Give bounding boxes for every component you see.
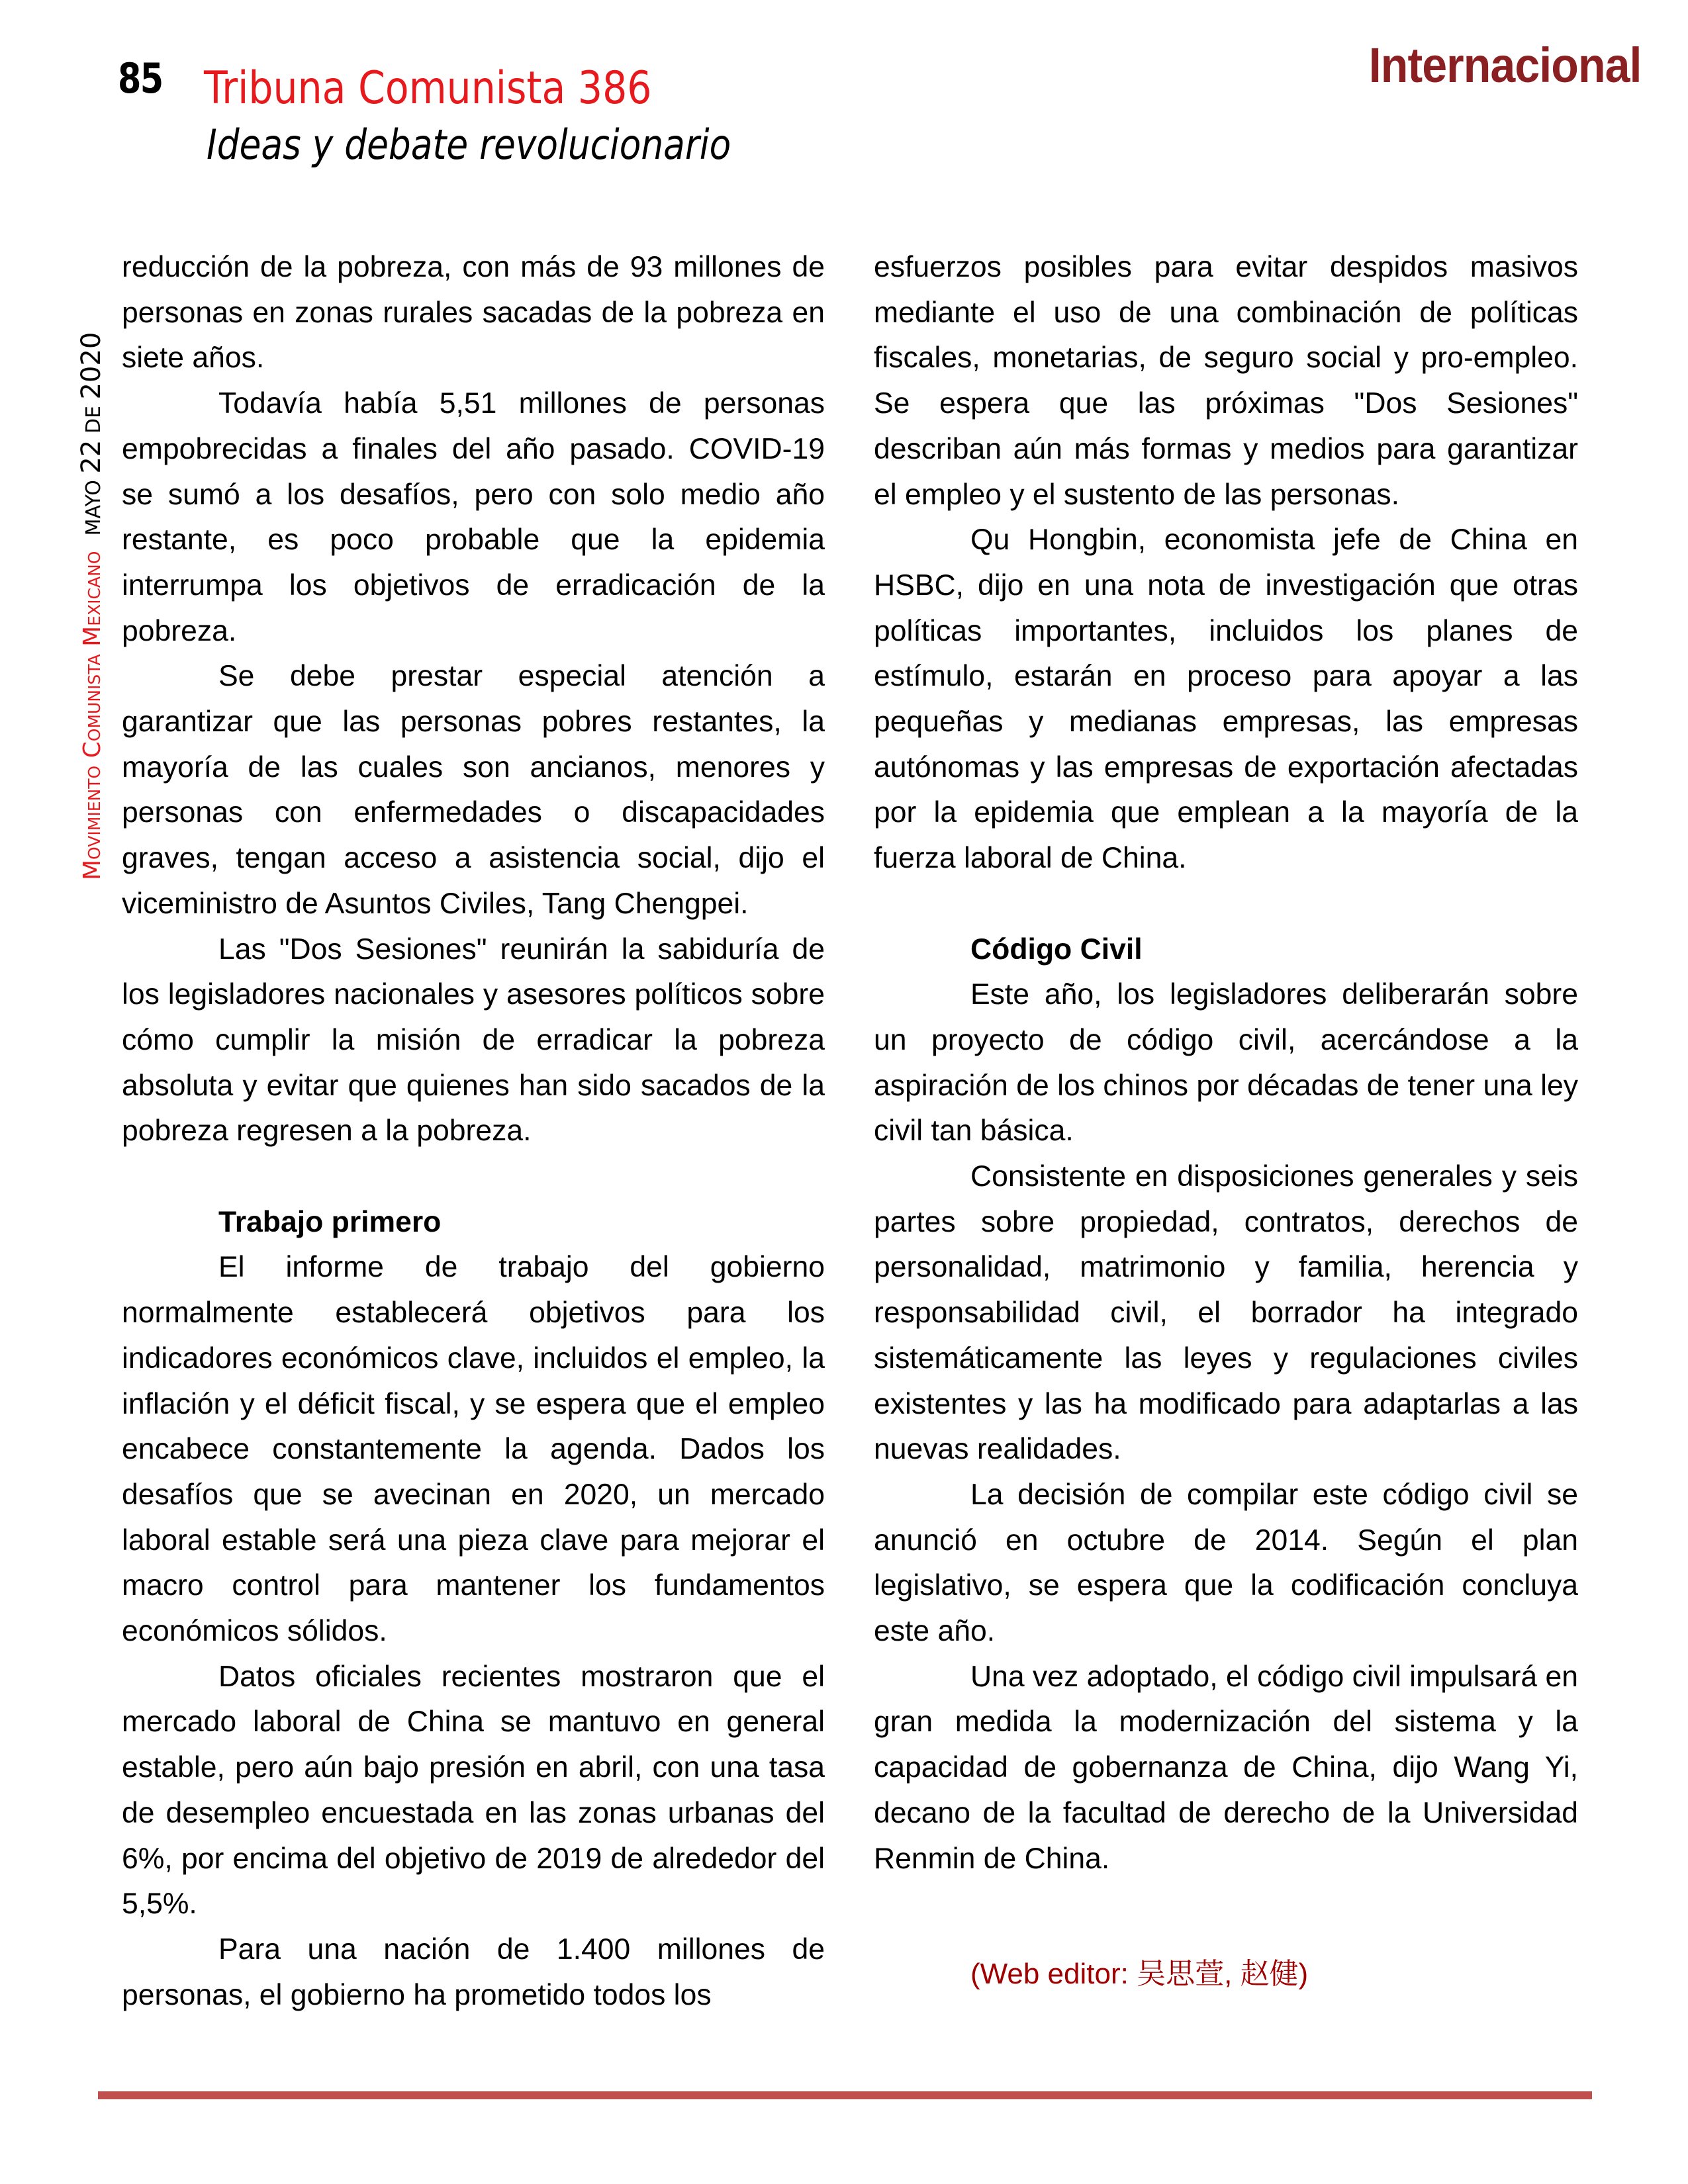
section-heading-codigo-civil: Código Civil [970,933,1143,966]
paragraph: Consistente en disposiciones generales y seis partes sobre propiedad, contratos, derechos de personalidad, matrimonio y familia, herencia y responsabilidad civil, el borrador ha integrado sistemáticamente las leyes y regulaciones civiles existentes y las ha modificado para adaptarlas a las nuevas realidades. [874,1160,1578,1466]
paragraph-spacer [874,882,1578,927]
side-label [78,332,105,880]
side-organization: Movimiento Comunista Mexicano [79,551,106,880]
side-date-month: MAYO [82,480,105,536]
paragraph: Para una nación de 1.400 millones de personas, el gobierno ha prometido todos los [122,1933,825,2011]
footer-divider [98,2091,1592,2099]
side-date-year: 2020 [76,332,107,400]
paragraph-spacer [122,1154,825,1200]
article-column-right [874,245,1578,1882]
section-tag: Internacional [1369,38,1642,93]
side-date-de: DE [82,406,105,434]
paragraph: reducción de la pobreza, con más de 93 millones de personas en zonas rurales sacadas de la pobreza en siete años. [122,251,825,375]
paragraph: Qu Hongbin, economista jefe de China en HSBC, dijo en una nota de investigación que otras políticas importantes, incluidos los planes de estímulo, estarán en proceso para apoyar a las pequeñas y medianas empresas, las empresas autónomas y las empresas de exportación afectadas por la epidemia que emplean a la mayoría de la fuerza laboral de China. [874,523,1578,875]
paragraph: Las "Dos Sesiones" reunirán la sabiduría de los legisladores nacionales y asesores políticos sobre cómo cumplir la misión de erradicar la pobreza absoluta y evitar que quienes han sido sacados de la pobreza regresen a la pobreza. [122,933,825,1148]
paragraph: esfuerzos posibles para evitar despidos masivos mediante el uso de una combinación de políticas fiscales, monetarias, de seguro social y pro-empleo. Se espera que las próximas "Dos Sesiones" describan aún más formas y medios para garantizar el empleo y el sustento de las personas. [874,251,1578,511]
side-date-day: 22 [76,439,107,474]
side-date [76,332,107,536]
paragraph: El informe de trabajo del gobierno normalmente establecerá objetivos para los indicadores económicos clave, incluidos el empleo, la inflación y el déficit fiscal, y se espera que el empleo encabece constantemente la agenda. Dados los desafíos que se avecinan en 2020, un mercado laboral estable será una pieza clave para mejorar el macro control para mantener los fundamentos económicos sólidos. [122,1251,825,1648]
article-column-left [122,245,825,2018]
section-heading-trabajo-primero: Trabajo primero [218,1205,442,1238]
publication-subtitle: Ideas y debate revolucionario [207,120,731,169]
paragraph: Datos oficiales recientes mostraron que el mercado laboral de China se mantuvo en general estable, pero aún bajo presión en abril, con una tasa de desempleo encuestada en las zonas urbanas del 6%, por encima del objetivo de 2019 de alrededor del 5,5%. [122,1660,825,1921]
paragraph: Este año, los legisladores deliberarán sobre un proyecto de código civil, acercándose a la aspiración de los chinos por décadas de tener una ley civil tan básica. [874,978,1578,1148]
page-number: 85 [118,54,163,103]
paragraph: Una vez adoptado, el código civil impulsará en gran medida la modernización del sistema y la capacidad de gobernanza de China, dijo Wang Yi, decano de la facultad de derecho de la Universidad Renmin de China. [874,1660,1578,1875]
publication-title: Tribuna Comunista 386 [204,62,652,114]
web-editor-credit: (Web editor: 吴思萱, 赵健) [970,1958,1309,1990]
paragraph: Todavía había 5,51 millones de personas empobrecidas a finales del año pasado. COVID-19 se sumó a los desafíos, pero con solo medio año restante, es poco probable que la epidemia interrumpa los objetivos de erradicación de la pobreza. [122,387,825,647]
paragraph: Se debe prestar especial atención a garantizar que las personas pobres restantes, la mayoría de las cuales son ancianos, menores y personas con enfermedades o discapacidades graves, tengan acceso a asistencia social, dijo el viceministro de Asuntos Civiles, Tang Chengpei. [122,660,825,920]
paragraph: La decisión de compilar este código civil se anunció en octubre de 2014. Según el plan legislativo, se espera que la codificación concluya este año. [874,1478,1578,1648]
